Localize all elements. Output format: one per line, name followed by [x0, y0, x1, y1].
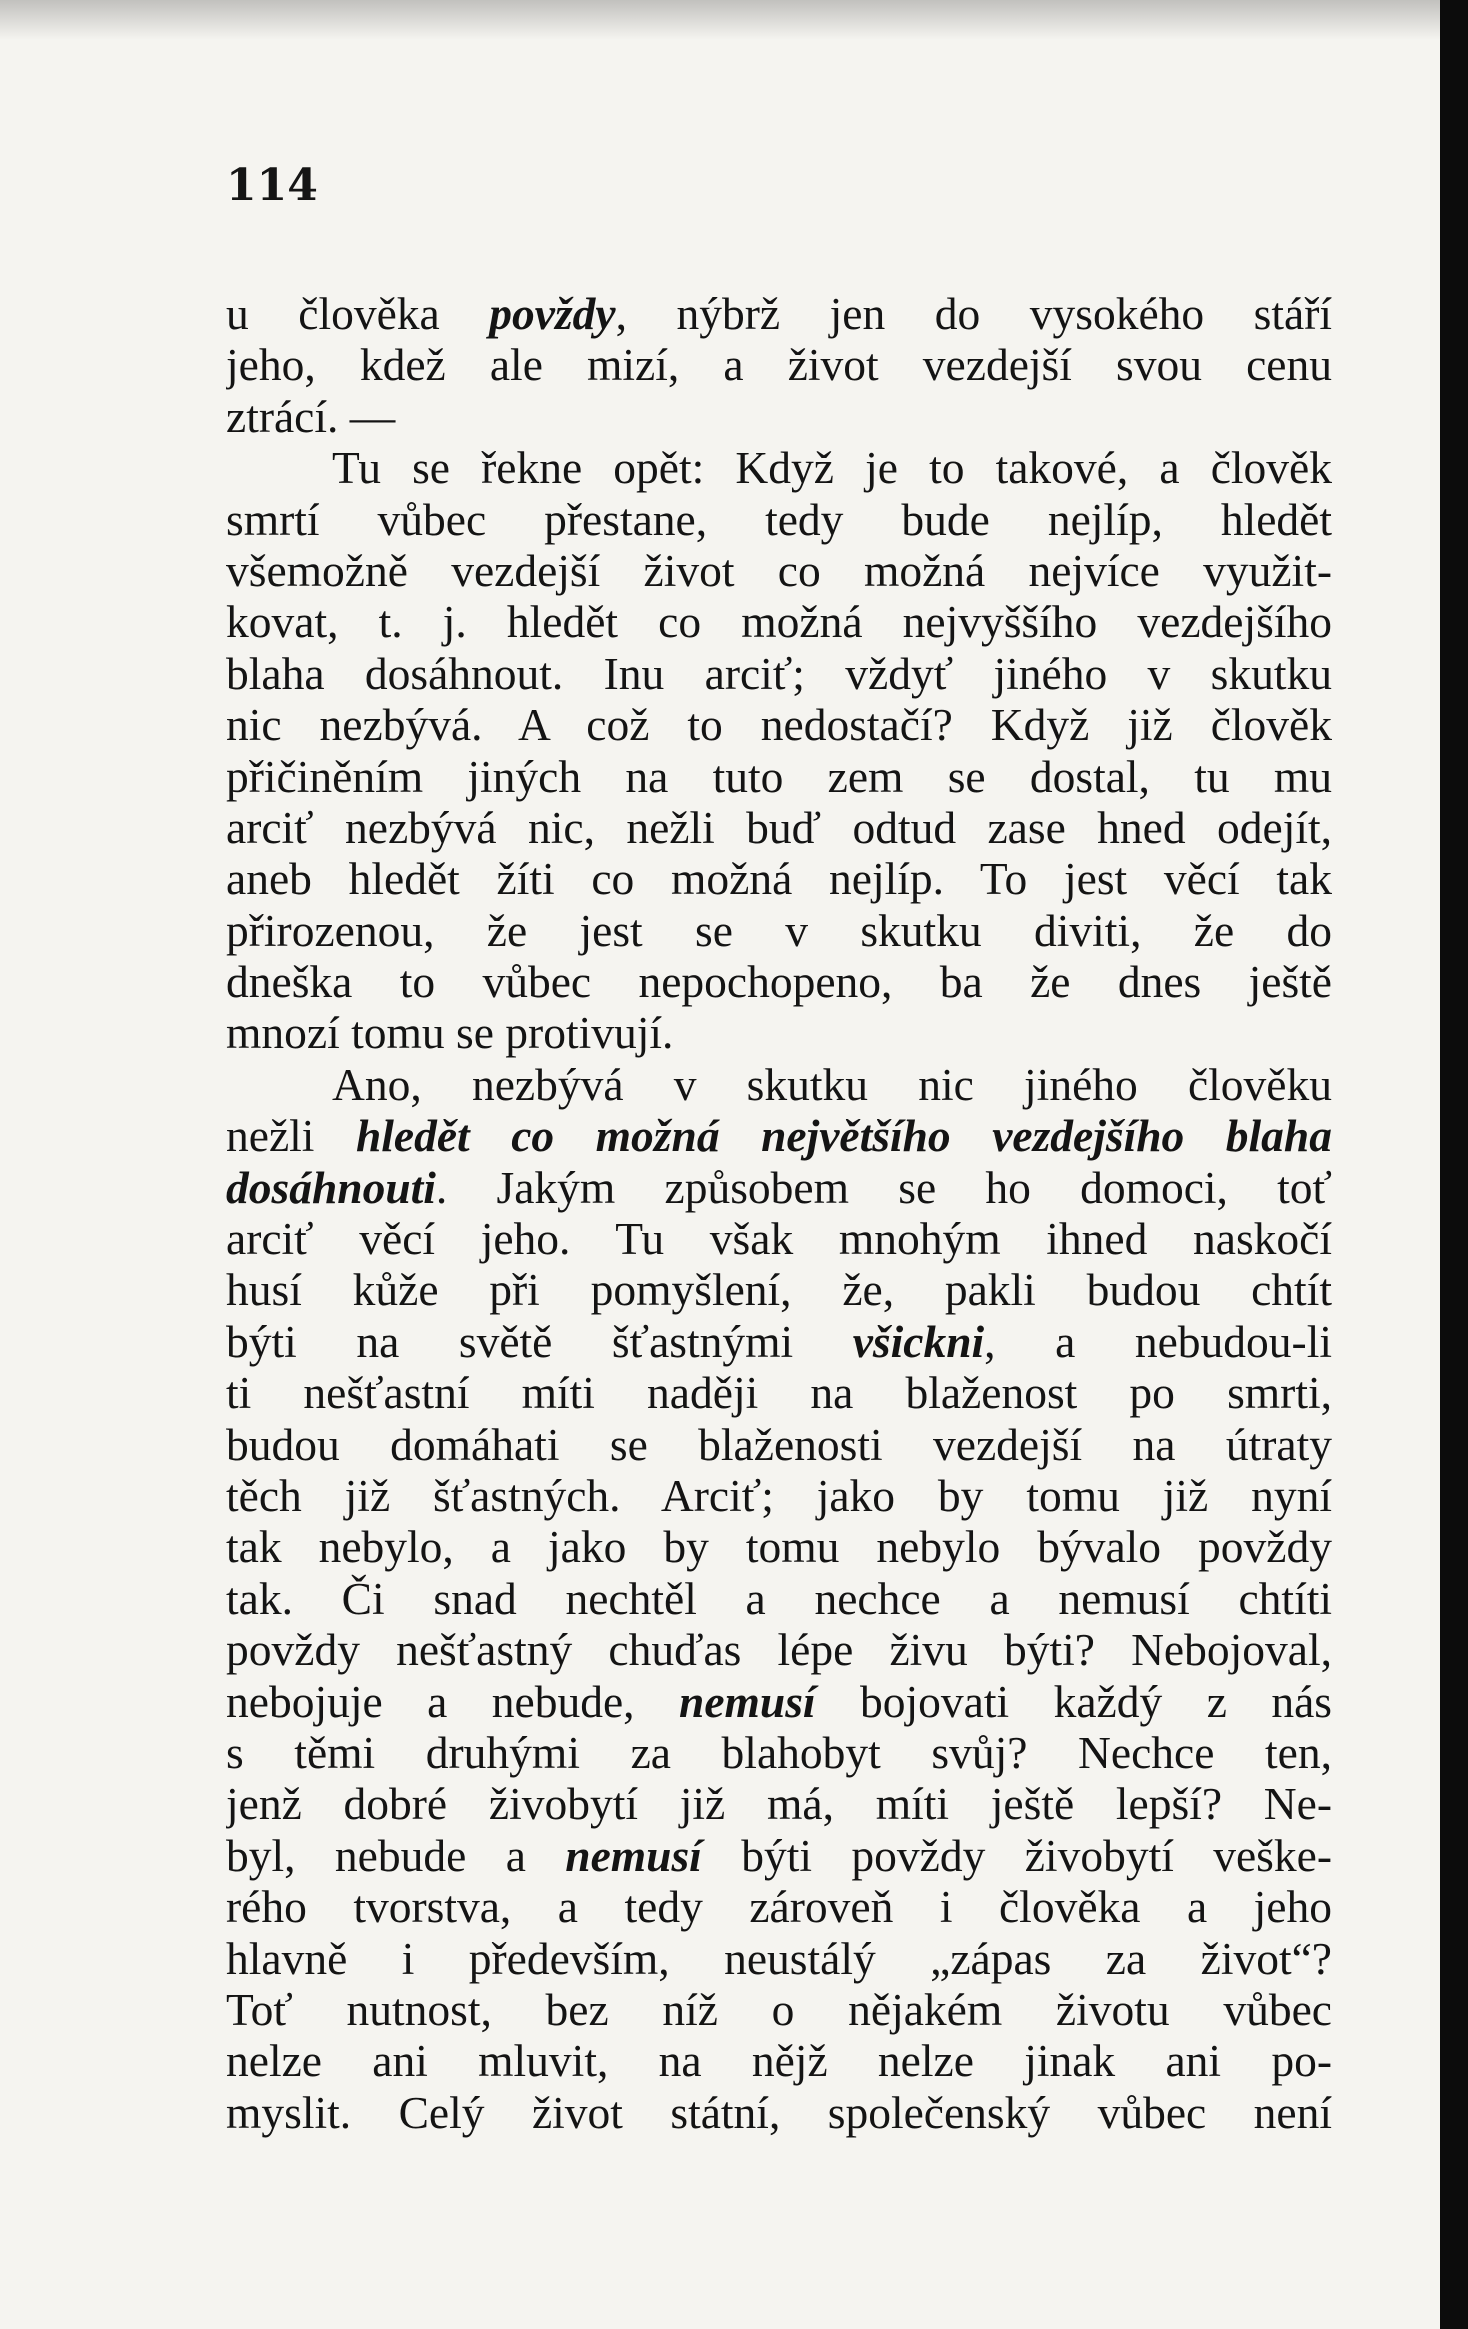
text-segment: . Jakým způsobem se ho domoci, toť	[435, 1161, 1332, 1213]
text-segment: smrtí vůbec přestane, tedy bude nejlíp, hledět	[226, 493, 1332, 545]
text-segment: blaha dosáhnout. Inu arciť; vždyť jiného v skutku	[226, 647, 1332, 699]
text-line	[226, 648, 1332, 699]
text-segment: mnozí tomu se protivují.	[226, 1007, 674, 1059]
text-segment: u člověka	[226, 288, 490, 339]
text-segment: přičiněním jiných na tuto zem se dostal, tu mu	[226, 750, 1332, 802]
emphasized-text: hledět co možná největšího vezdejšího blaha	[355, 1110, 1332, 1162]
emphasized-text: nemusí	[679, 1675, 816, 1727]
text-line	[226, 1881, 1332, 1932]
text-segment: dneška to vůbec nepochopeno, ba že dnes ještě	[226, 956, 1332, 1008]
text-segment: arciť věcí jeho. Tu však mnohým ihned naskočí	[226, 1213, 1332, 1265]
text-line	[226, 853, 1332, 904]
text-segment: kovat, t. j. hledět co možná nejvyššího vezdejšího	[226, 596, 1332, 648]
text-segment: nebojuje a nebude,	[226, 1675, 680, 1727]
text-line	[226, 339, 1332, 390]
text-line	[226, 1059, 1332, 1110]
text-line	[226, 1521, 1332, 1572]
text-segment: , nýbrž jen do vysokého stáří	[615, 288, 1332, 339]
text-line	[226, 751, 1332, 802]
text-line	[226, 1778, 1332, 1829]
text-line	[226, 956, 1332, 1007]
text-line	[226, 699, 1332, 750]
text-line	[226, 1419, 1332, 1470]
text-line	[226, 802, 1332, 853]
text-line	[226, 1830, 1332, 1881]
text-line	[226, 905, 1332, 956]
text-segment: myslit. Celý život státní, společenský vůbec není	[226, 2086, 1332, 2138]
text-segment: tak nebylo, a jako by tomu nebylo bývalo povždy	[226, 1521, 1332, 1573]
text-segment: všemožně vezdejší život co možná nejvíce využit-	[226, 544, 1332, 596]
text-line	[226, 2035, 1332, 2086]
text-line	[226, 1213, 1332, 1264]
text-line	[226, 1162, 1332, 1213]
text-segment: aneb hledět žíti co možná nejlíp. To jest věcí tak	[226, 853, 1332, 905]
text-segment: Toť nutnost, bez níž o nějakém životu vůbec	[226, 1983, 1332, 2035]
text-line	[226, 1933, 1332, 1984]
text-line	[226, 1007, 1332, 1058]
text-segment: přirozenou, že jest se v skutku diviti, že do	[226, 904, 1332, 956]
text-segment: jenž dobré živobytí již má, míti ještě lepší? Ne-	[226, 1778, 1332, 1830]
emphasized-text: všickni	[852, 1315, 985, 1367]
text-segment: s těmi druhými za blahobyt svůj? Nechce ten,	[226, 1726, 1332, 1778]
emphasized-text: povždy	[489, 288, 616, 339]
text-line	[226, 1110, 1332, 1161]
text-segment: arciť nezbývá nic, nežli buď odtud zase hned odejít,	[226, 801, 1332, 853]
text-segment: jeho, kdež ale mizí, a život vezdejší svou cenu	[226, 339, 1332, 391]
emphasized-text: nemusí	[565, 1829, 702, 1881]
text-line	[226, 1624, 1332, 1675]
text-segment: bojovati každý z nás	[815, 1675, 1332, 1727]
text-line	[226, 391, 1332, 442]
text-line	[226, 1264, 1332, 1315]
text-segment: býti na světě šťastnými	[226, 1315, 853, 1367]
page-number: 114	[226, 160, 318, 211]
text-segment: těch již šťastných. Arciť; jako by tomu již nyní	[226, 1469, 1332, 1521]
text-segment: budou domáhati se blaženosti vezdejší na útraty	[226, 1418, 1332, 1470]
page-edge-strip	[1440, 0, 1468, 2329]
text-line	[226, 545, 1332, 596]
text-line	[226, 1984, 1332, 2035]
text-segment: , a nebudou-li	[984, 1315, 1332, 1367]
page-top-shadow	[0, 0, 1440, 40]
text-line	[226, 1573, 1332, 1624]
text-line	[226, 1727, 1332, 1778]
text-segment: rého tvorstva, a tedy zároveň i člověka a jeho	[226, 1881, 1332, 1933]
text-line	[226, 494, 1332, 545]
text-segment: povždy nešťastný chuďas lépe živu býti? Nebojoval,	[226, 1624, 1332, 1676]
text-line	[226, 1470, 1332, 1521]
body-text	[226, 288, 1332, 2138]
text-segment: ztrácí. —	[226, 390, 396, 442]
text-segment: Ano, nezbývá v skutku nic jiného člověku	[332, 1058, 1332, 1110]
text-line	[226, 2087, 1332, 2138]
text-segment: býti povždy živobytí veške-	[701, 1829, 1332, 1881]
text-segment: Tu se řekne opět: Když je to takové, a člověk	[332, 442, 1332, 494]
text-segment: husí kůže při pomyšlení, že, pakli budou chtít	[226, 1264, 1332, 1316]
text-line	[226, 1316, 1332, 1367]
text-segment: nežli	[226, 1110, 356, 1162]
text-segment: nelze ani mluvit, na nějž nelze jinak ani po-	[226, 2035, 1332, 2087]
text-line	[226, 596, 1332, 647]
text-segment: hlavně i především, neustálý „zápas za život“?	[226, 1932, 1332, 1984]
text-line	[226, 442, 1332, 493]
text-line	[226, 1367, 1332, 1418]
text-segment: nic nezbývá. A což to nedostačí? Když již člověk	[226, 699, 1332, 751]
text-segment: ti nešťastní míti naději na blaženost po smrti,	[226, 1367, 1332, 1419]
text-line	[226, 1676, 1332, 1727]
text-line	[226, 288, 1332, 339]
text-segment: byl, nebude a	[226, 1829, 566, 1881]
emphasized-text: dosáhnouti	[226, 1161, 436, 1213]
text-segment: tak. Či snad nechtěl a nechce a nemusí chtíti	[226, 1572, 1332, 1624]
